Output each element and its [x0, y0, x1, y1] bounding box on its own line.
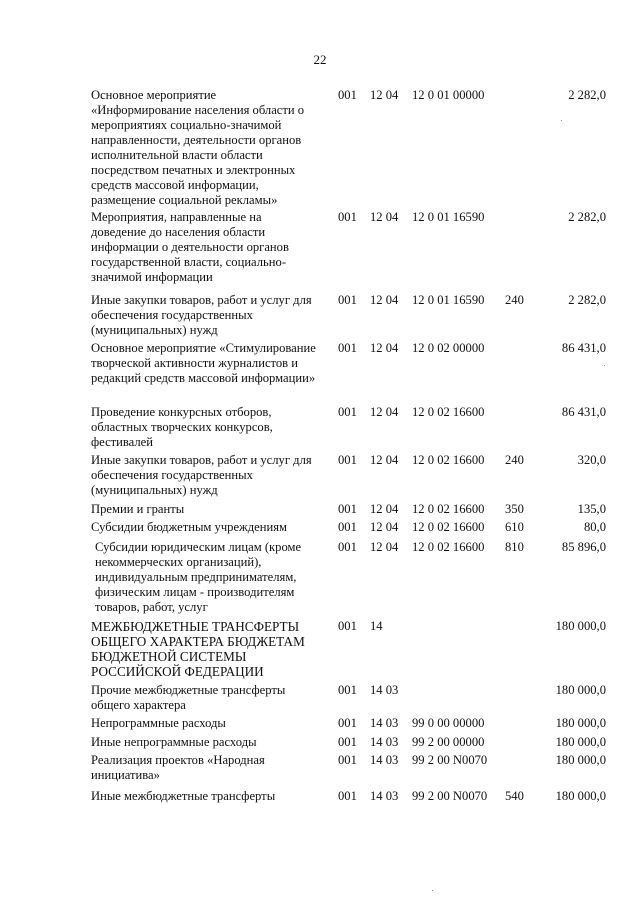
row-name: Основное мероприятие «Стимулирование творческой активности журналистов и редакций средств массовой информации»	[91, 341, 316, 385]
row-amount: 135,0	[577, 502, 606, 516]
row-name: Иные закупки товаров, работ и услуг для обеспечения государственных (муниципальных) нужд	[91, 453, 312, 497]
row-name: Основное мероприятие «Информирование населения области о мероприятиях социально-значимой направленности, деятельности органов исполнительной власти области посредством печатных и электронных средств массовой информации, размещение социальной рекламы»	[91, 88, 305, 207]
row-target-article: 12 0 02 16600	[412, 405, 485, 419]
row-section-code: 12 04	[370, 210, 399, 224]
row-name: Проведение конкурсных отборов, областных творческих конкурсов, фестивалей	[91, 405, 273, 449]
row-name: Субсидии бюджетным учреждениям	[91, 520, 287, 534]
row-target-article: 12 0 02 16600	[412, 520, 485, 534]
row-target-article: 12 0 02 16600	[412, 502, 485, 516]
row-section-code: 14 03	[370, 789, 399, 803]
row-admin-code: 001	[338, 293, 357, 307]
row-name: МЕЖБЮДЖЕТНЫЕ ТРАНСФЕРТЫ ОБЩЕГО ХАРАКТЕРА БЮДЖЕТАМ БЮДЖЕТНОЙ СИСТЕМЫ РОССИЙСКОЙ ФЕДЕРАЦИИ	[91, 619, 305, 679]
row-name: Иные закупки товаров, работ и услуг для обеспечения государственных (муниципальных) нужд	[91, 293, 312, 337]
row-section-code: 12 04	[370, 405, 399, 419]
scan-speck	[561, 120, 562, 121]
row-name: Непрограммные расходы	[91, 716, 226, 730]
row-admin-code: 001	[338, 502, 357, 516]
row-name: Мероприятия, направленные на доведение до населения области информации о деятельности органов государственной власти, социально-значимой информации	[91, 210, 289, 284]
row-target-article: 12 0 02 00000	[412, 341, 485, 355]
row-admin-code: 001	[338, 619, 357, 633]
row-admin-code: 001	[338, 716, 357, 730]
row-amount: 86 431,0	[561, 341, 606, 355]
page-number: 22	[313, 52, 327, 67]
row-section-code: 12 04	[370, 453, 399, 467]
row-amount: 320,0	[577, 453, 606, 467]
row-amount: 180 000,0	[555, 789, 606, 803]
row-target-article: 12 0 01 16590	[412, 210, 485, 224]
row-section-code: 14	[370, 619, 383, 633]
row-target-article: 12 0 02 16600	[412, 453, 485, 467]
row-admin-code: 001	[338, 789, 357, 803]
row-admin-code: 001	[338, 683, 357, 697]
row-admin-code: 001	[338, 540, 357, 554]
row-admin-code: 001	[338, 735, 357, 749]
row-admin-code: 001	[338, 210, 357, 224]
scan-speck	[604, 365, 605, 366]
row-amount: 180 000,0	[555, 716, 606, 730]
row-admin-code: 001	[338, 453, 357, 467]
row-target-article: 99 0 00 00000	[412, 716, 485, 730]
row-amount: 180 000,0	[555, 735, 606, 749]
row-name: Прочие межбюджетные трансферты общего характера	[91, 683, 286, 712]
row-amount: 2 282,0	[568, 210, 606, 224]
row-expense-type: 610	[505, 520, 524, 534]
row-name: Иные межбюджетные трансферты	[91, 789, 276, 803]
row-amount: 180 000,0	[555, 619, 606, 633]
row-name: Субсидии юридическим лицам (кроме некоммерческих организаций), индивидуальным предпринимателям, физическим лицам - производителям товаров, работ, услуг	[95, 540, 302, 614]
row-section-code: 12 04	[370, 341, 399, 355]
row-amount: 80,0	[583, 520, 606, 534]
row-target-article: 12 0 01 00000	[412, 88, 485, 102]
row-section-code: 14 03	[370, 735, 399, 749]
row-amount: 180 000,0	[555, 753, 606, 767]
row-amount: 180 000,0	[555, 683, 606, 697]
row-amount: 86 431,0	[561, 405, 606, 419]
row-section-code: 12 04	[370, 293, 399, 307]
row-admin-code: 001	[338, 753, 357, 767]
row-target-article: 12 0 02 16600	[412, 540, 485, 554]
row-admin-code: 001	[338, 88, 357, 102]
row-amount: 2 282,0	[568, 88, 606, 102]
row-name: Премии и гранты	[91, 502, 185, 516]
row-admin-code: 001	[338, 341, 357, 355]
row-name: Реализация проектов «Народная инициатива»	[91, 753, 265, 782]
row-expense-type: 240	[505, 293, 524, 307]
row-target-article: 99 2 00 N0070	[412, 753, 488, 767]
row-section-code: 14 03	[370, 753, 399, 767]
row-amount: 2 282,0	[568, 293, 606, 307]
row-section-code: 12 04	[370, 520, 399, 534]
row-section-code: 12 04	[370, 88, 399, 102]
row-target-article: 12 0 01 16590	[412, 293, 485, 307]
row-expense-type: 240	[505, 453, 524, 467]
scan-speck	[432, 890, 433, 891]
row-target-article: 99 2 00 N0070	[412, 789, 488, 803]
row-expense-type: 350	[505, 502, 524, 516]
row-target-article: 99 2 00 00000	[412, 735, 485, 749]
row-section-code: 12 04	[370, 502, 399, 516]
row-section-code: 12 04	[370, 540, 399, 554]
row-expense-type: 810	[505, 540, 524, 554]
row-section-code: 14 03	[370, 716, 399, 730]
row-admin-code: 001	[338, 520, 357, 534]
row-expense-type: 540	[505, 789, 524, 803]
row-admin-code: 001	[338, 405, 357, 419]
row-amount: 85 896,0	[561, 540, 606, 554]
row-name: Иные непрограммные расходы	[91, 735, 257, 749]
row-section-code: 14 03	[370, 683, 399, 697]
